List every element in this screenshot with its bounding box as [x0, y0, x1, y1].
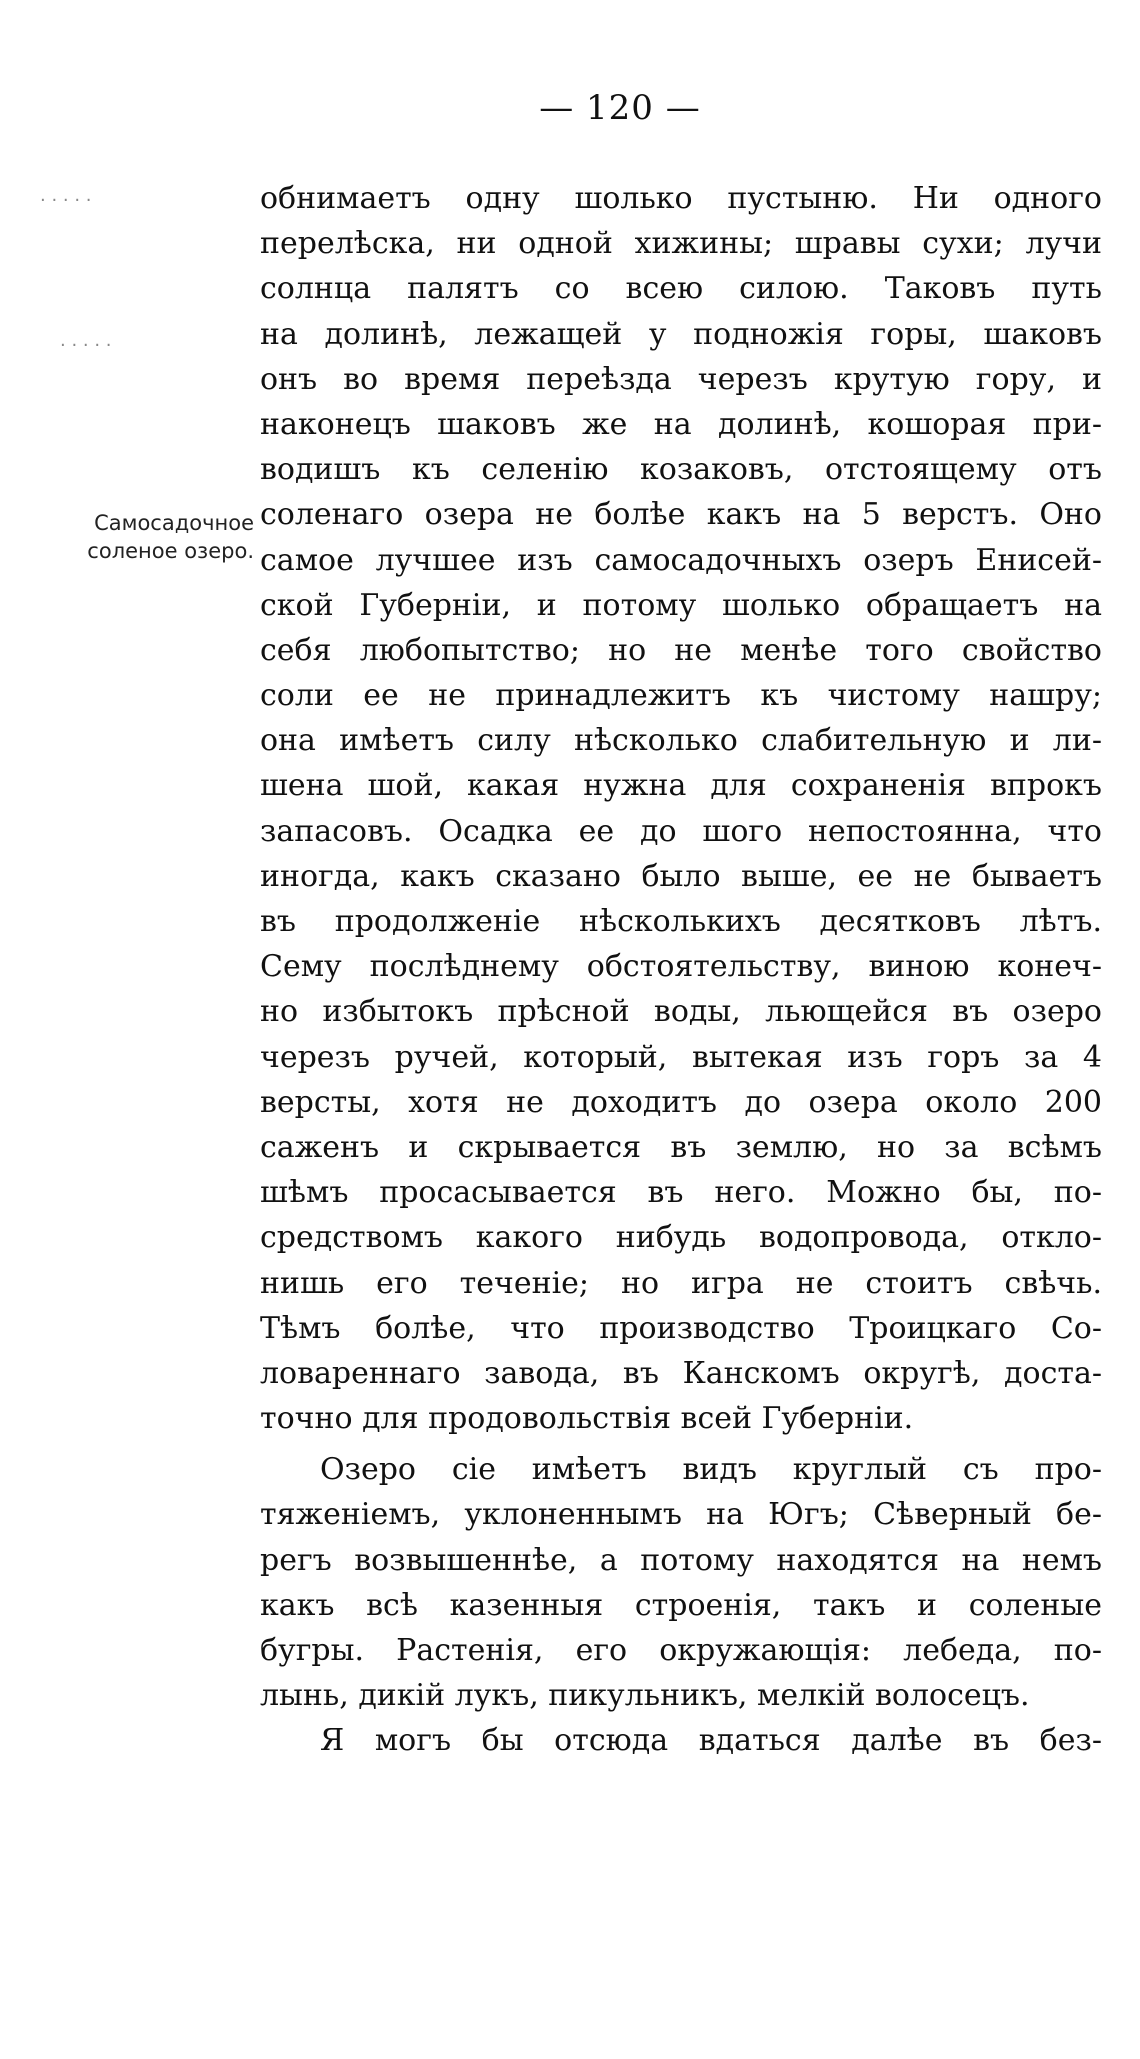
text-line: Озеро сіе имѣетъ видъ круглый съ про- — [320, 1452, 1102, 1488]
text-line: черезъ ручей, который, вытекая изъ горъ за 4 — [260, 1039, 1102, 1075]
text-line: Я могъ бы отсюда вдаться далѣе въ без- — [320, 1723, 1102, 1759]
text-line: версты, хотя не доходитъ до озера около 200 — [260, 1084, 1102, 1120]
scan-specks: · · · · · — [60, 335, 112, 356]
text-line: ловареннаго завода, въ Канскомъ округѣ, доста- — [260, 1355, 1102, 1391]
text-line: солнца палятъ со всею силою. Таковъ путь — [260, 271, 1102, 307]
text-line: средствомъ какого нибудь водопровода, отклo- — [260, 1220, 1102, 1256]
text-line: саженъ и скрывается въ землю, но за всѣмъ — [260, 1129, 1102, 1165]
text-line: соленаго озера не болѣе какъ на 5 верстъ. Оно — [260, 497, 1102, 533]
text-line: шена шой, какая нужна для сохраненія впрокъ — [260, 768, 1102, 804]
margin-note-line-1: Самосадочное — [94, 511, 254, 535]
text-line: Тѣмъ болѣе, что производство Троицкаго Со- — [260, 1310, 1102, 1346]
text-line: обнимаетъ одну шолько пустыню. Ни одного — [260, 181, 1102, 216]
margin-note-line-2: соленое озеро. — [87, 539, 254, 563]
text-line: Сему послѣднему обстоятельству, виною конеч- — [260, 949, 1102, 985]
text-line: нишь его теченіе; но игра не стоитъ свѣчь. — [260, 1265, 1102, 1301]
text-line: бугры. Растенія, его окружающія: лебеда, по- — [260, 1633, 1102, 1668]
page-number: — 120 — — [539, 88, 701, 128]
text-line: соли ее не принадлежитъ къ чистому нашру; — [260, 678, 1102, 714]
text-line: ской Губерніи, и потому шолько обращаетъ на — [260, 587, 1102, 623]
text-line: запасовъ. Осадка ее до шого непостоянна, что — [260, 813, 1102, 849]
text-line: точно для продовольствія всей Губерніи. — [260, 1401, 914, 1437]
text-line: тяженіемъ, уклоненнымъ на Югъ; Сѣверный бе- — [260, 1497, 1102, 1533]
text-line: какъ всѣ казенныя строенія, такъ и соленые — [260, 1587, 1102, 1623]
margin-note — [34, 509, 254, 565]
body-text — [260, 176, 1102, 1764]
text-line: на долинѣ, лежащей у подножія горы, шаковъ — [260, 316, 1102, 352]
text-line: но избытокъ прѣсной воды, льющейся въ озеро — [260, 994, 1102, 1030]
scan-specks: · · · · · — [40, 190, 92, 211]
text-line: водишъ къ селенію козаковъ, отстоящему отъ — [260, 452, 1102, 488]
text-line: лынь, дикій лукъ, пикульникъ, мелкій волосецъ. — [260, 1678, 1030, 1714]
text-line: въ продолженіе нѣсколькихъ десятковъ лѣтъ. — [260, 904, 1102, 939]
text-line: она имѣетъ силу нѣсколько слабительную и ли- — [260, 723, 1102, 759]
text-line: онъ во время переѣзда черезъ крутую гору, и — [260, 361, 1102, 397]
text-line: наконецъ шаковъ же на долинѣ, кошорая при- — [260, 406, 1102, 442]
text-line: шѣмъ просасывается въ него. Можно бы, по- — [260, 1175, 1102, 1211]
text-line: себя любопытство; но не менѣе того свойство — [260, 632, 1102, 668]
text-line: иногда, какъ сказано было выше, ее не бываетъ — [260, 858, 1102, 894]
text-line: перелѣска, ни одной хижины; шравы сухи; лучи — [260, 226, 1102, 262]
text-line: самое лучшее изъ самосадочныхъ озеръ Енисей- — [260, 542, 1102, 578]
text-line: регъ возвышеннѣе, а потому находятся на немъ — [260, 1542, 1102, 1578]
